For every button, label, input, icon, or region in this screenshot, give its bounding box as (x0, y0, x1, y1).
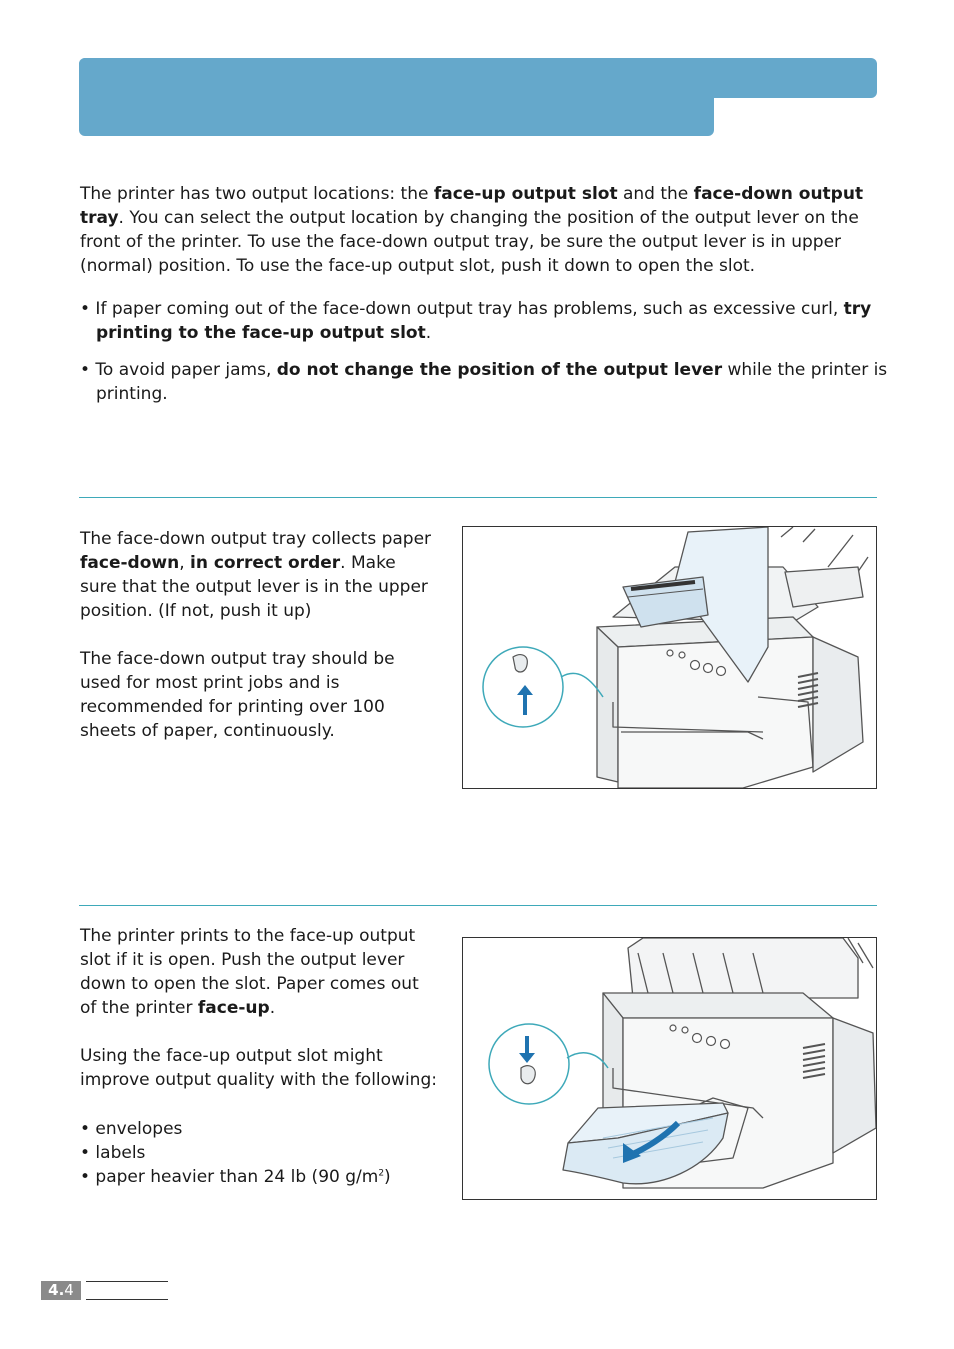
footer-decoration (86, 1281, 168, 1300)
list-item-envelopes: • envelopes (80, 1119, 183, 1139)
page-number: 4.4 (41, 1281, 81, 1300)
bullet-jams: • To avoid paper jams, do not change the position of the output lever while the printer is printing. (80, 360, 888, 404)
list-item-labels: • labels (80, 1143, 146, 1163)
facedown-tray-illustration (462, 526, 877, 789)
printer-facedown-drawing (463, 527, 876, 788)
printer-faceup-drawing (463, 938, 876, 1199)
list-item-heavy-paper: • paper heavier than 24 lb (90 $g/m^2$) (80, 1167, 391, 1187)
intro-paragraph: The printer has two output locations: the face-up output slot and the face-down output tray. You can select the output location by changing the position of the output lever on the front of the printer. To use the face-down output tray, be sure the output lever is in upper (normal) position. To use the face-up output slot, push it down to open the slot. (80, 184, 864, 276)
faceup-paragraph-1: The printer prints to the face-up output slot if it is open. Push the output lever down to open the slot. Paper comes out of the printer face-up. (80, 926, 419, 1018)
header-banner (79, 58, 714, 136)
facedown-paragraph-1: The face-down output tray collects paper face-down, in correct order. Make sure that the output lever is in the upper position. (If not, push it up) (80, 529, 432, 621)
faceup-paragraph-2: Using the face-up output slot might improve output quality with the following: (80, 1046, 437, 1090)
faceup-slot-illustration (462, 937, 877, 1200)
section-rule-faceup (79, 905, 877, 906)
bullet-curl: • If paper coming out of the face-down output tray has problems, such as excessive curl, try printing to the face-up output slot. (80, 299, 872, 343)
facedown-paragraph-2: The face-down output tray should be used for most print jobs and is recommended for printing over 100 sheets of paper, continuously. (80, 649, 395, 741)
section-rule-facedown (79, 497, 877, 498)
